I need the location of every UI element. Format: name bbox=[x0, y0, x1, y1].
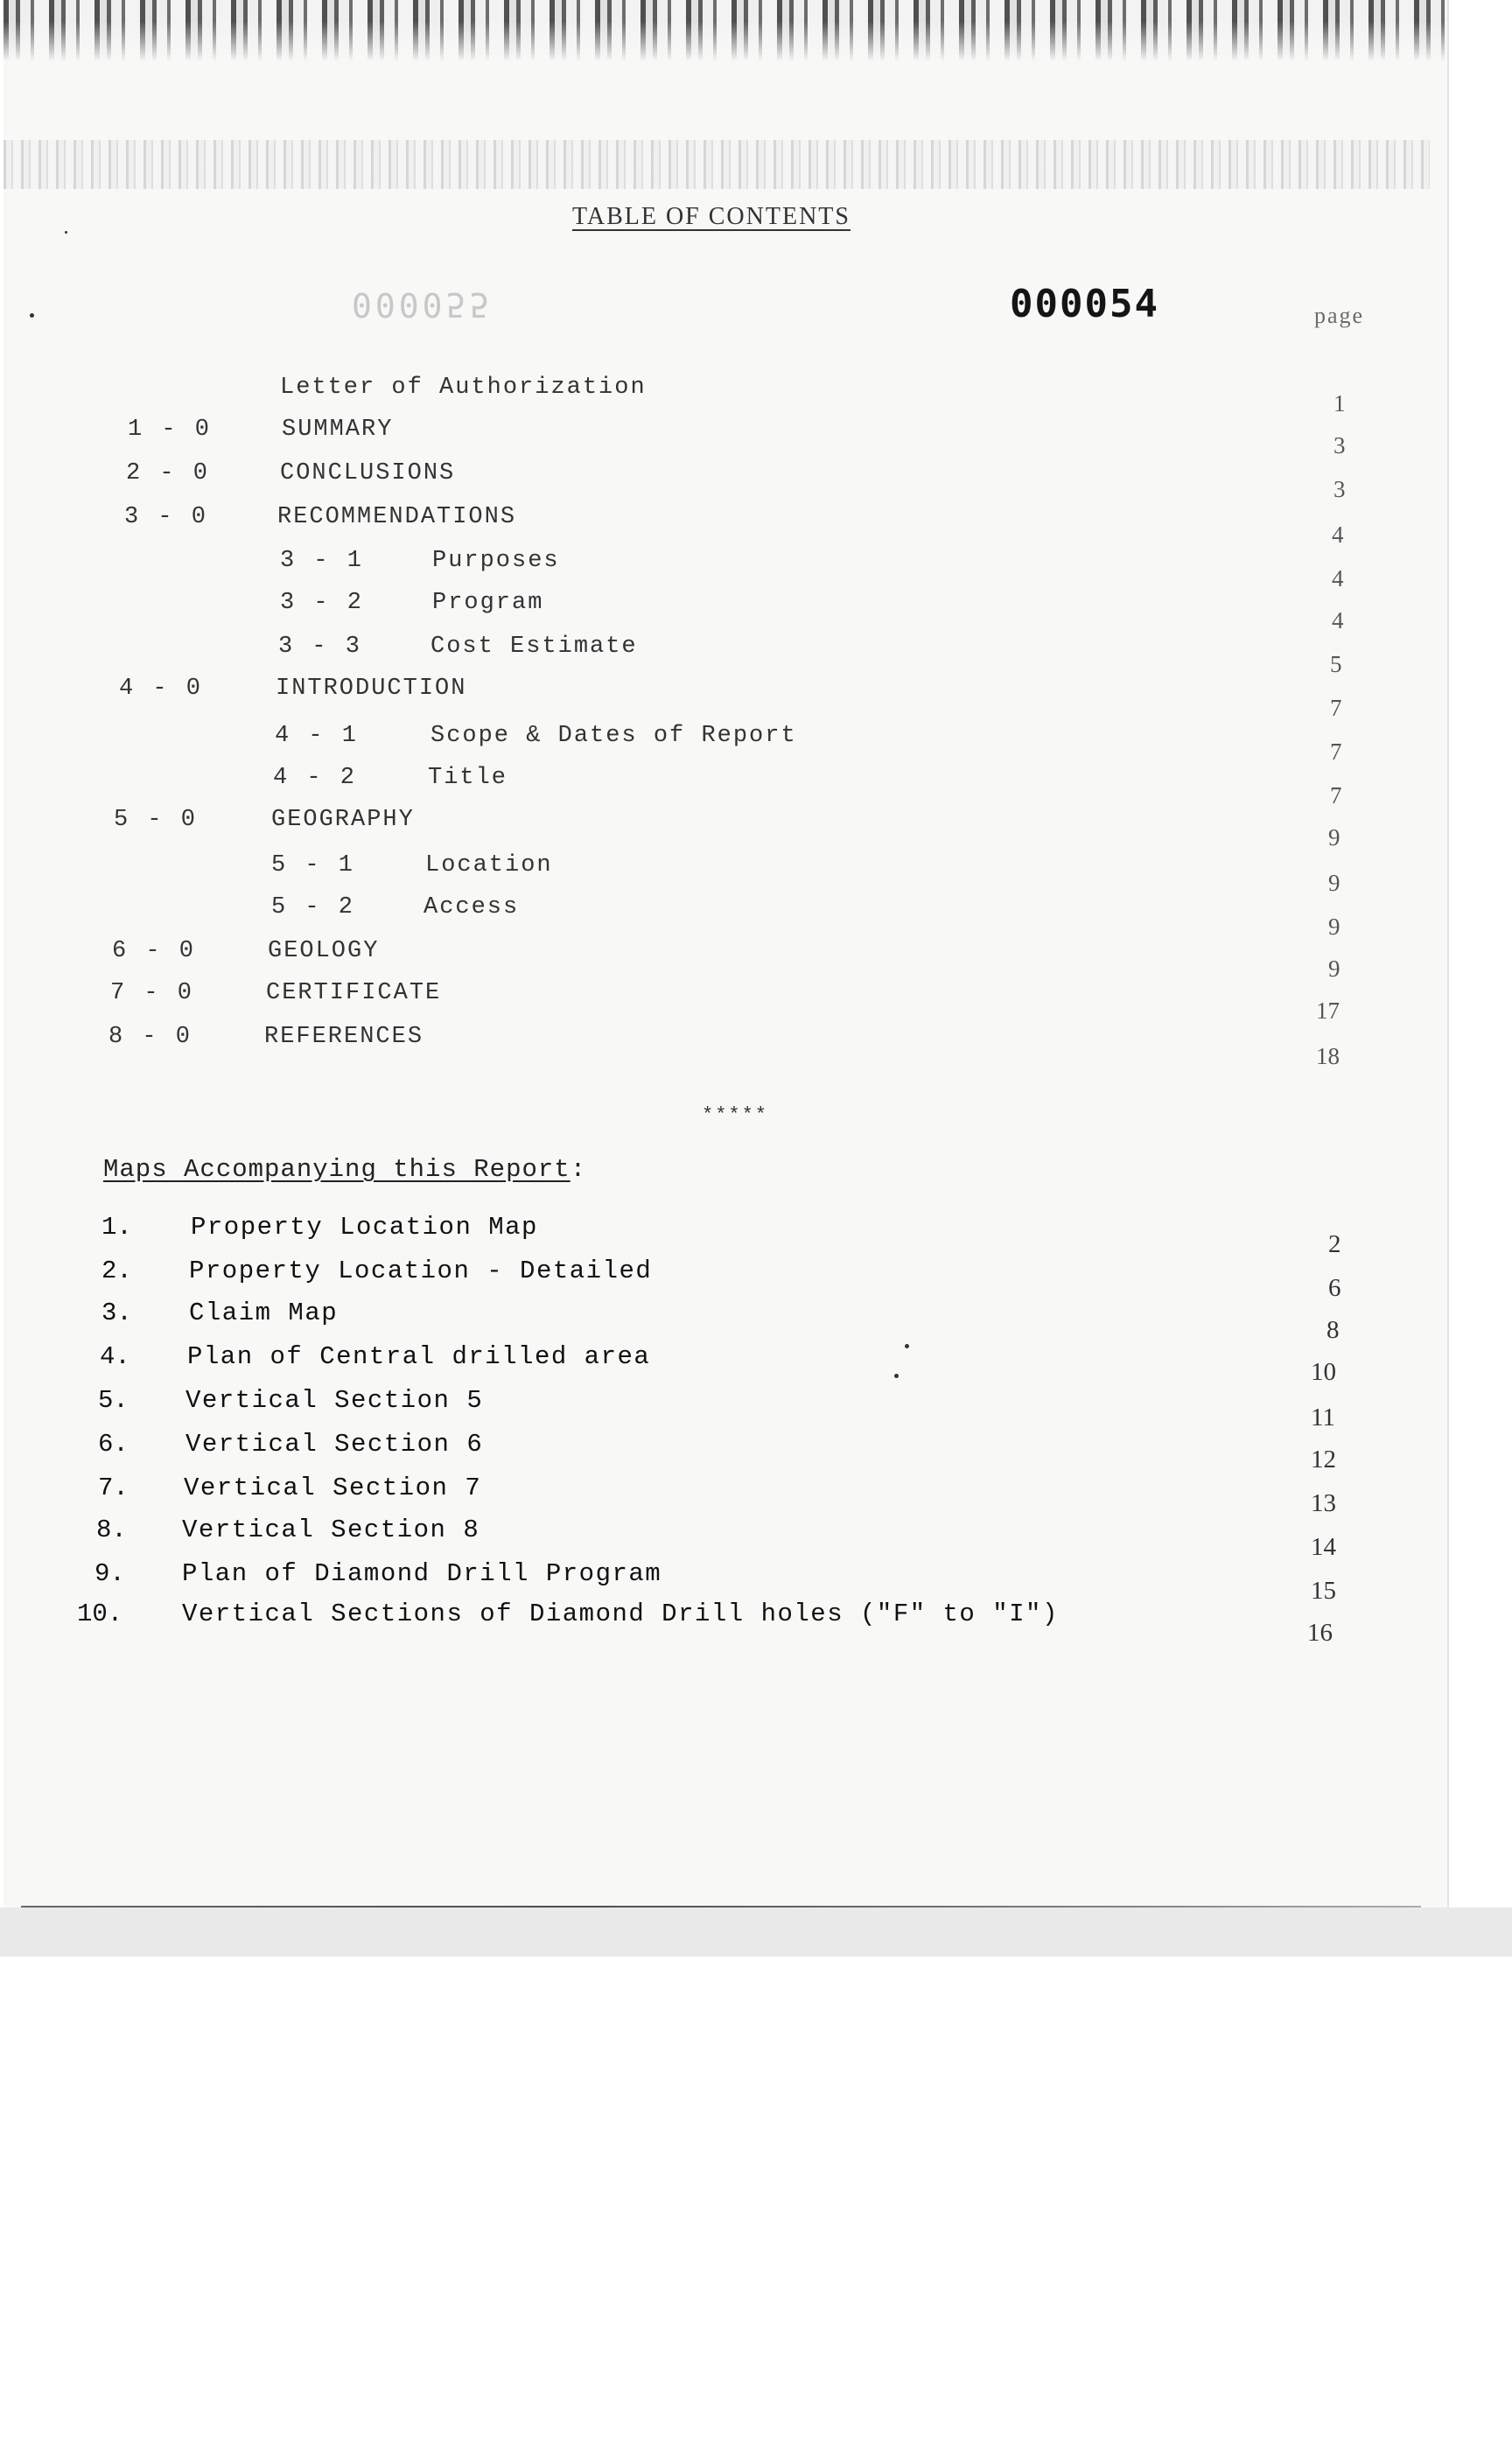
toc-section-number: 4 - 1 bbox=[275, 723, 360, 749]
toc-page-number: 7 bbox=[1330, 782, 1342, 808]
toc-section-number: 3 - 3 bbox=[278, 634, 363, 660]
toc-page-number: 18 bbox=[1316, 1043, 1340, 1069]
map-item-title: Vertical Section 7 bbox=[184, 1474, 482, 1502]
scan-speck bbox=[30, 313, 34, 318]
map-item-page: 6 bbox=[1328, 1274, 1341, 1302]
map-item-page: 11 bbox=[1311, 1404, 1335, 1432]
toc-section-number: 1 - 0 bbox=[128, 416, 213, 443]
map-item-title: Vertical Section 8 bbox=[182, 1516, 480, 1544]
toc-page-number: 9 bbox=[1328, 870, 1340, 896]
toc-section-number: 3 - 0 bbox=[124, 504, 209, 530]
toc-page-number: 3 bbox=[1334, 432, 1346, 458]
toc-section-title: Purposes bbox=[432, 548, 560, 574]
toc-section-title: Cost Estimate bbox=[430, 634, 638, 660]
toc-section-title: INTRODUCTION bbox=[276, 676, 467, 702]
toc-page-number: 5 bbox=[1330, 651, 1342, 677]
toc-section-title: Location bbox=[425, 852, 553, 878]
toc-section-title: RECOMMENDATIONS bbox=[277, 504, 517, 530]
map-item-number: 2. bbox=[102, 1256, 132, 1285]
map-item-number: 1. bbox=[102, 1213, 132, 1242]
map-item-number: 6. bbox=[98, 1430, 129, 1459]
scan-artifact-top bbox=[4, 0, 1447, 61]
toc-section-title: Letter of Authorization bbox=[280, 374, 647, 401]
map-item-page: 14 bbox=[1311, 1533, 1336, 1561]
toc-section-number: 6 - 0 bbox=[112, 938, 197, 964]
toc-page-number: 17 bbox=[1316, 998, 1340, 1024]
map-item-title: Vertical Section 6 bbox=[186, 1430, 484, 1459]
map-item-number: 5. bbox=[98, 1386, 129, 1415]
toc-section-title: Access bbox=[424, 894, 520, 920]
toc-section-title: CONCLUSIONS bbox=[280, 460, 456, 486]
map-item-title: Property Location - Detailed bbox=[189, 1256, 653, 1285]
map-item-page: 13 bbox=[1311, 1489, 1336, 1517]
scanned-page bbox=[4, 0, 1449, 1908]
toc-section-title: Program bbox=[432, 590, 544, 616]
scan-bed bbox=[0, 1908, 1512, 1956]
map-item-title: Property Location Map bbox=[191, 1213, 538, 1242]
toc-section-number: 4 - 2 bbox=[273, 765, 358, 791]
map-item-title: Plan of Diamond Drill Program bbox=[182, 1559, 662, 1588]
map-item-number: 9. bbox=[94, 1559, 125, 1588]
map-item-number: 8. bbox=[96, 1516, 127, 1544]
toc-page-number: 4 bbox=[1332, 522, 1344, 548]
toc-section-number: 5 - 0 bbox=[114, 807, 199, 833]
map-item-title: Claim Map bbox=[189, 1298, 339, 1327]
map-item-page: 16 bbox=[1307, 1619, 1333, 1647]
toc-section-number: 5 - 2 bbox=[271, 894, 356, 920]
toc-section-title: GEOLOGY bbox=[268, 938, 380, 964]
toc-section-number: 3 - 1 bbox=[280, 548, 365, 574]
toc-section-number: 7 - 0 bbox=[110, 980, 195, 1006]
map-item-title: Vertical Section 5 bbox=[186, 1386, 484, 1415]
map-item-number: 4. bbox=[100, 1342, 130, 1371]
map-item-number: 3. bbox=[102, 1298, 132, 1327]
toc-page-number: 9 bbox=[1328, 824, 1340, 850]
document-title: TABLE OF CONTENTS bbox=[572, 203, 850, 230]
ghost-stamp: 000055 bbox=[352, 285, 494, 324]
toc-section-number: 2 - 0 bbox=[126, 460, 211, 486]
map-item-page: 12 bbox=[1311, 1446, 1336, 1474]
scan-speck bbox=[65, 231, 67, 234]
toc-section-number: 4 - 0 bbox=[119, 676, 204, 702]
maps-heading-text: Maps Accompanying this Report bbox=[103, 1155, 570, 1184]
toc-section-number: 8 - 0 bbox=[108, 1024, 193, 1050]
toc-section-title: Scope & Dates of Report bbox=[430, 723, 797, 749]
toc-page-number: 3 bbox=[1334, 476, 1346, 502]
scan-speck bbox=[894, 1374, 899, 1378]
scan-speck bbox=[905, 1344, 909, 1348]
toc-page-number: 4 bbox=[1332, 565, 1344, 592]
map-item-title: Plan of Central drilled area bbox=[187, 1342, 651, 1371]
toc-page-number: 7 bbox=[1330, 695, 1342, 721]
map-item-page: 10 bbox=[1311, 1358, 1336, 1386]
toc-page-number: 9 bbox=[1328, 914, 1340, 940]
toc-section-title: Title bbox=[428, 765, 508, 791]
toc-page-number: 7 bbox=[1330, 738, 1342, 765]
maps-heading bbox=[103, 1155, 586, 1184]
toc-section-title: GEOGRAPHY bbox=[271, 807, 415, 833]
section-separator: ***** bbox=[702, 1104, 769, 1126]
toc-page-number: 9 bbox=[1328, 956, 1340, 982]
document-number-stamp: 000054 bbox=[1010, 282, 1159, 326]
map-item-title: Vertical Sections of Diamond Drill holes ("F" to "I") bbox=[182, 1600, 1059, 1628]
map-item-number: 10. bbox=[77, 1600, 123, 1628]
toc-section-number: 3 - 2 bbox=[280, 590, 365, 616]
toc-section-number: 5 - 1 bbox=[271, 852, 356, 878]
page-column-label: page bbox=[1314, 303, 1365, 328]
map-item-number: 7. bbox=[98, 1474, 129, 1502]
map-item-page: 2 bbox=[1328, 1230, 1341, 1258]
blank-area bbox=[0, 1956, 1512, 2450]
toc-page-number: 4 bbox=[1332, 607, 1344, 634]
toc-section-title: SUMMARY bbox=[282, 416, 394, 443]
maps-heading-colon: : bbox=[570, 1155, 587, 1184]
toc-page-number: 1 bbox=[1334, 390, 1346, 416]
toc-section-title: CERTIFICATE bbox=[266, 980, 442, 1006]
map-item-page: 8 bbox=[1326, 1316, 1340, 1344]
map-item-page: 15 bbox=[1311, 1577, 1336, 1605]
toc-section-title: REFERENCES bbox=[264, 1024, 424, 1050]
scan-artifact-band bbox=[4, 140, 1430, 189]
